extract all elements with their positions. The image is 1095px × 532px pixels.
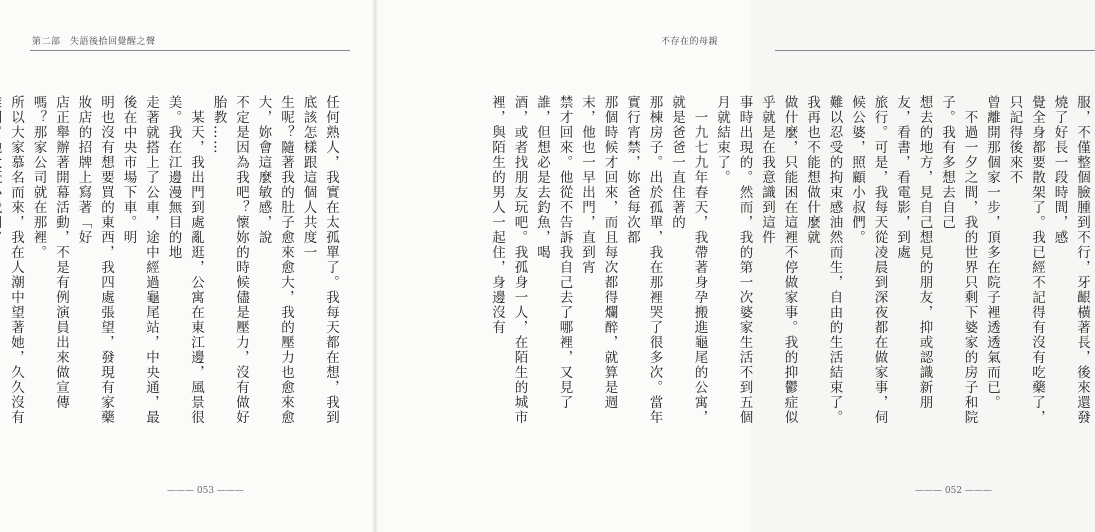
text-line: 那個時候才回來，而且每次都得爛醉，就算是週末，他也一早出門，直到宵: [579, 95, 618, 410]
right-page: [375, 0, 1090, 532]
text-line: 旅行。可是，我每天從凌晨到深夜都在做家事，伺候公婆，照顧小叔們。: [849, 95, 888, 425]
running-head-right: 不存在的母親: [660, 37, 718, 47]
text-line: 一九七九年春天，我帶著身孕搬進龜尾的公寓，就是爸爸一直住著的: [669, 95, 708, 425]
page-number-right: ——— 052 ———: [915, 486, 992, 496]
text-line: 覺全身都要散架了。我已經不記得有沒有吃藥了，只記得後來不: [1006, 95, 1045, 425]
text-line: 生呢？隨著我的肚子愈來愈大，我的壓力也愈來愈大，妳會這麼敏感，說: [255, 95, 294, 425]
text-line: 曾離開那個家一步，頂多在院子裡透透氣而已。: [984, 95, 1000, 410]
text-line: 做什麼，只能困在這裡不停做家事。我的抑鬱症似乎就是在我意識到這件: [759, 95, 798, 425]
text-line: 所以大家慕名而來，我在人潮中望著她，久久沒有: [8, 95, 24, 425]
header-rule-left: [30, 50, 350, 51]
left-page: [0, 0, 375, 532]
body-text-left: [8, 95, 342, 425]
text-line: 不過一夕之間，我的世界只剩下婆家的房子和院子。我有多想去自己: [939, 95, 978, 425]
text-line: 想去的地方，見自己想見的朋友，抑或認識新朋友，看書，看電影，到處: [894, 95, 933, 410]
text-line: 那棟房子。出於孤單，我在那裡哭了很多次。當年實行宵禁，妳爸每次都: [624, 95, 663, 425]
text-line: 店正舉辦著開幕活動，不是有例演員出來做宣傳嗎？那家公司就在那裡。: [30, 95, 69, 410]
body-text-right: [489, 95, 1093, 425]
text-line: 難以忍受的拘束感油然而生，自由的生活結束了。我再也不能想做什麼就: [804, 95, 843, 425]
header-rule-right: [775, 50, 1095, 51]
text-line: 任何熟人，我實在太孤單了。我每天都在想，我到底該怎樣跟這個人共度一: [300, 95, 339, 425]
text-line: 服，不僅整個臉腫到不行，牙齦橫著長，後來還發燒了好長一段時間，感: [1051, 95, 1090, 425]
text-line: 明也沒有想要買的東西，我四處張望，發現有家藥妝店的招牌上寫著「好: [75, 95, 114, 425]
text-line: 酒，或者找朋友玩吧。我孤身一人，在陌生的城市裡，與陌生的男人一起住，身邊沒有: [489, 95, 528, 425]
text-line: 事時出現的。然而，我的第一次婆家生活不到五個月就結束了。: [714, 95, 753, 425]
text-line: 走著就搭上了公車，途中經過龜尾站，中央通，最後在中央市場下車。明: [120, 95, 159, 425]
page-number-left: ——— 053 ———: [167, 486, 244, 496]
running-head-left: 第二部 失語後拾回覺醒之聲: [32, 37, 156, 47]
text-line: 禁才回來。他從不告訴我自己去了哪裡，又見了誰，但想必是去釣魚，喝: [534, 95, 573, 410]
text-line: 不定是因為我吧？懷妳的時候儘是壓力，沒有做好胎教……: [210, 95, 249, 425]
text-line: 某天，我出門到處亂逛，公寓在東江邊，風景很美。我在江邊漫無目的地: [165, 95, 204, 425]
